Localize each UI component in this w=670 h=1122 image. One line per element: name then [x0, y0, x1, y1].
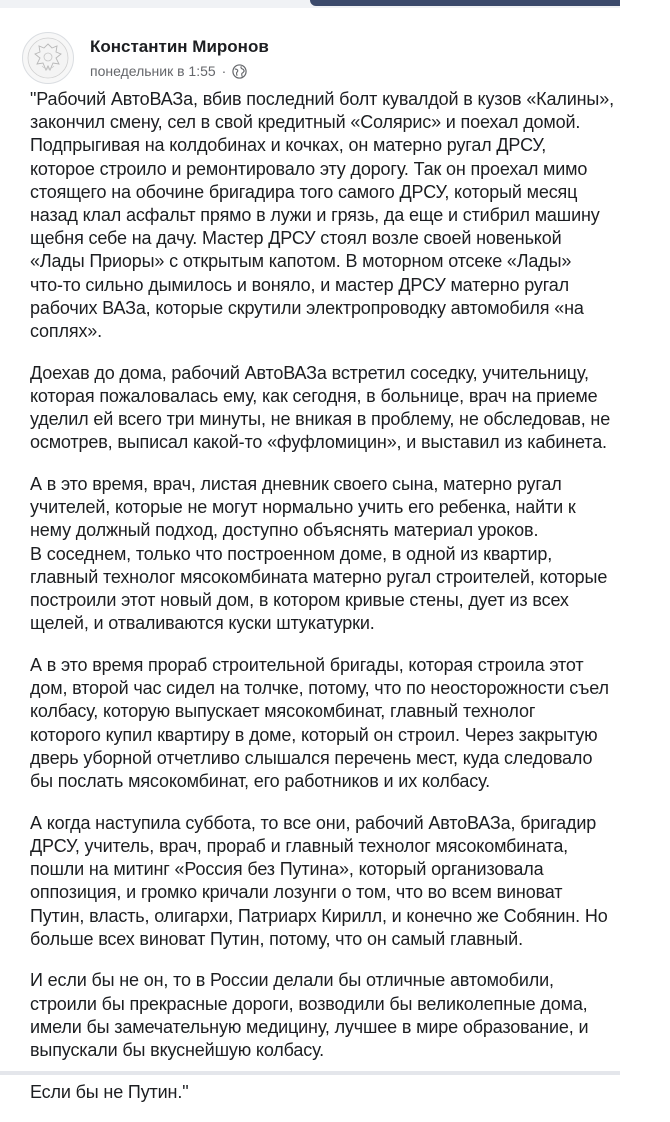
post-text-line: выпускали бы вкуснейшую колбасу. [30, 1040, 325, 1061]
coat-of-arms-avatar-image [26, 36, 70, 80]
post-text-line: А когда наступила суббота, то все они, рабочий АвтоВАЗа, бригадир [30, 812, 597, 833]
post-text-line: дверь уборной отчетливо слышался перечень мест, куда следовало [30, 747, 593, 768]
post-text-line: щебня себе на дачу. Мастер ДРСУ стоял возле своей новенькой [30, 228, 562, 249]
post-text-line: которое строило и ремонтировало эту дорогу. Так он проехал мимо [30, 158, 588, 179]
header-text [90, 36, 269, 80]
post-text-line: уделил ей всего три минуты, не вникая в проблему, не обследовав, не [30, 409, 611, 430]
post-text-line: которого купил квартиру в доме, который он строил. Через закрытую [30, 724, 598, 745]
post-text-line: ДРСУ, учитель, врач, прораб и главный технолог мясокомбината, [30, 835, 569, 856]
post-paragraph [30, 812, 670, 951]
meta-separator: · [221, 63, 227, 79]
post-text-line: В соседнем, только что построенном доме, в одной из квартир, [30, 543, 553, 564]
post-text-line: щелей, и отваливаются куски штукатурки. [30, 613, 375, 634]
post-text-line: которая пожаловалась ему, как сегодня, в больнице, врач на приеме [30, 385, 598, 406]
avatar[interactable] [22, 32, 74, 84]
post-paragraph [30, 654, 670, 793]
post-header [22, 30, 269, 86]
post-paragraph [30, 969, 670, 1062]
author-name[interactable]: Константин Миронов [90, 37, 269, 56]
post-text-line: осмотрев, выписал какой-то «фуфломицин», и выставил из кабинета. [30, 432, 607, 453]
post-text-line: Путин, власть, олигархи, Патриарх Кирилл, и конечно же Собянин. Но [30, 905, 608, 926]
post-text-line: А в это время прораб строительной бригады, которая строила этот [30, 654, 584, 675]
post-text-line: рабочих ВАЗа, которые скрутили электропроводку автомобиля «на [30, 297, 584, 318]
post-paragraph [30, 362, 670, 455]
post-text-line: назад клал асфальт прямо в лужи и грязь, да еще и стибрил машину [30, 205, 600, 226]
post-timestamp[interactable]: понедельник в 1:55 [90, 63, 216, 79]
post-text-line: нему должный подход, доступно объяснять материал уроков. [30, 520, 539, 541]
post-paragraph [30, 88, 670, 343]
post-text-line: Если бы не Путин." [30, 1081, 189, 1102]
post-text-line: колбасу, которую выпускает мясокомбинат, главный технолог [30, 701, 536, 722]
post-text-line: оппозиция, и громко кричали лозунги о том, что во всем виноват [30, 882, 563, 903]
post-text-line: А в это время, врач, листая дневник своего сына, матерно ругал [30, 474, 562, 495]
post-text-line: пошли на митинг «Россия без Путина», который организовала [30, 859, 544, 880]
post-text-line: что-то сильно дымилось и воняло, и мастер ДРСУ матерно ругал [30, 274, 569, 295]
post-text [30, 88, 670, 1122]
post-text-line: главный технолог мясокомбината матерно ругал строителей, которые [30, 566, 608, 587]
post-text-line: закончил смену, сел в свой кредитный «Солярис» и поехал домой. [30, 112, 581, 133]
post-text-line: И если бы не он, то в России делали бы отличные автомобили, [30, 970, 554, 991]
post-text-line: Подпрыгивая на колдобинах и кочках, он матерно ругал ДРСУ, [30, 135, 547, 156]
globe-icon[interactable] [232, 64, 247, 79]
post-text-line: Доехав до дома, рабочий АвтоВАЗа встретил соседку, учительницу, [30, 362, 589, 383]
post-meta [90, 62, 269, 80]
post-text-line: построили этот новый дом, в котором кривые стены, дует из всех [30, 590, 569, 611]
post-text-line: бы послать мясокомбинат, его работников и их колбасу. [30, 770, 491, 791]
top-dark-bar [310, 0, 620, 6]
post-text-line: стоящего на обочине бригадира того самого ДРСУ, который месяц [30, 181, 578, 202]
post-text-line: учителей, которые не могут нормально учить его ребенка, найти к [30, 497, 576, 518]
post-text-line: дом, второй час сидел на толчке, потому, что по неосторожности съел [30, 678, 609, 699]
post-text-line: «Лады Приоры» с открытым капотом. В моторном отсеке «Лады» [30, 251, 572, 272]
bottom-divider [0, 1071, 620, 1075]
post-text-line: имели бы замечательную медицину, лучшее в мире образование, и [30, 1016, 589, 1037]
post-text-line: строили бы прекрасные дороги, возводили бы великолепные дома, [30, 993, 588, 1014]
post-paragraph [30, 473, 670, 635]
post-paragraph [30, 1081, 670, 1104]
post-text-line: больше всех виноват Путин, потому, что он самый главный. [30, 928, 523, 949]
post-text-line: "Рабочий АвтоВАЗа, вбив последний болт кувалдой в кузов «Калины», [30, 89, 614, 109]
post-text-line: соплях». [30, 321, 103, 342]
